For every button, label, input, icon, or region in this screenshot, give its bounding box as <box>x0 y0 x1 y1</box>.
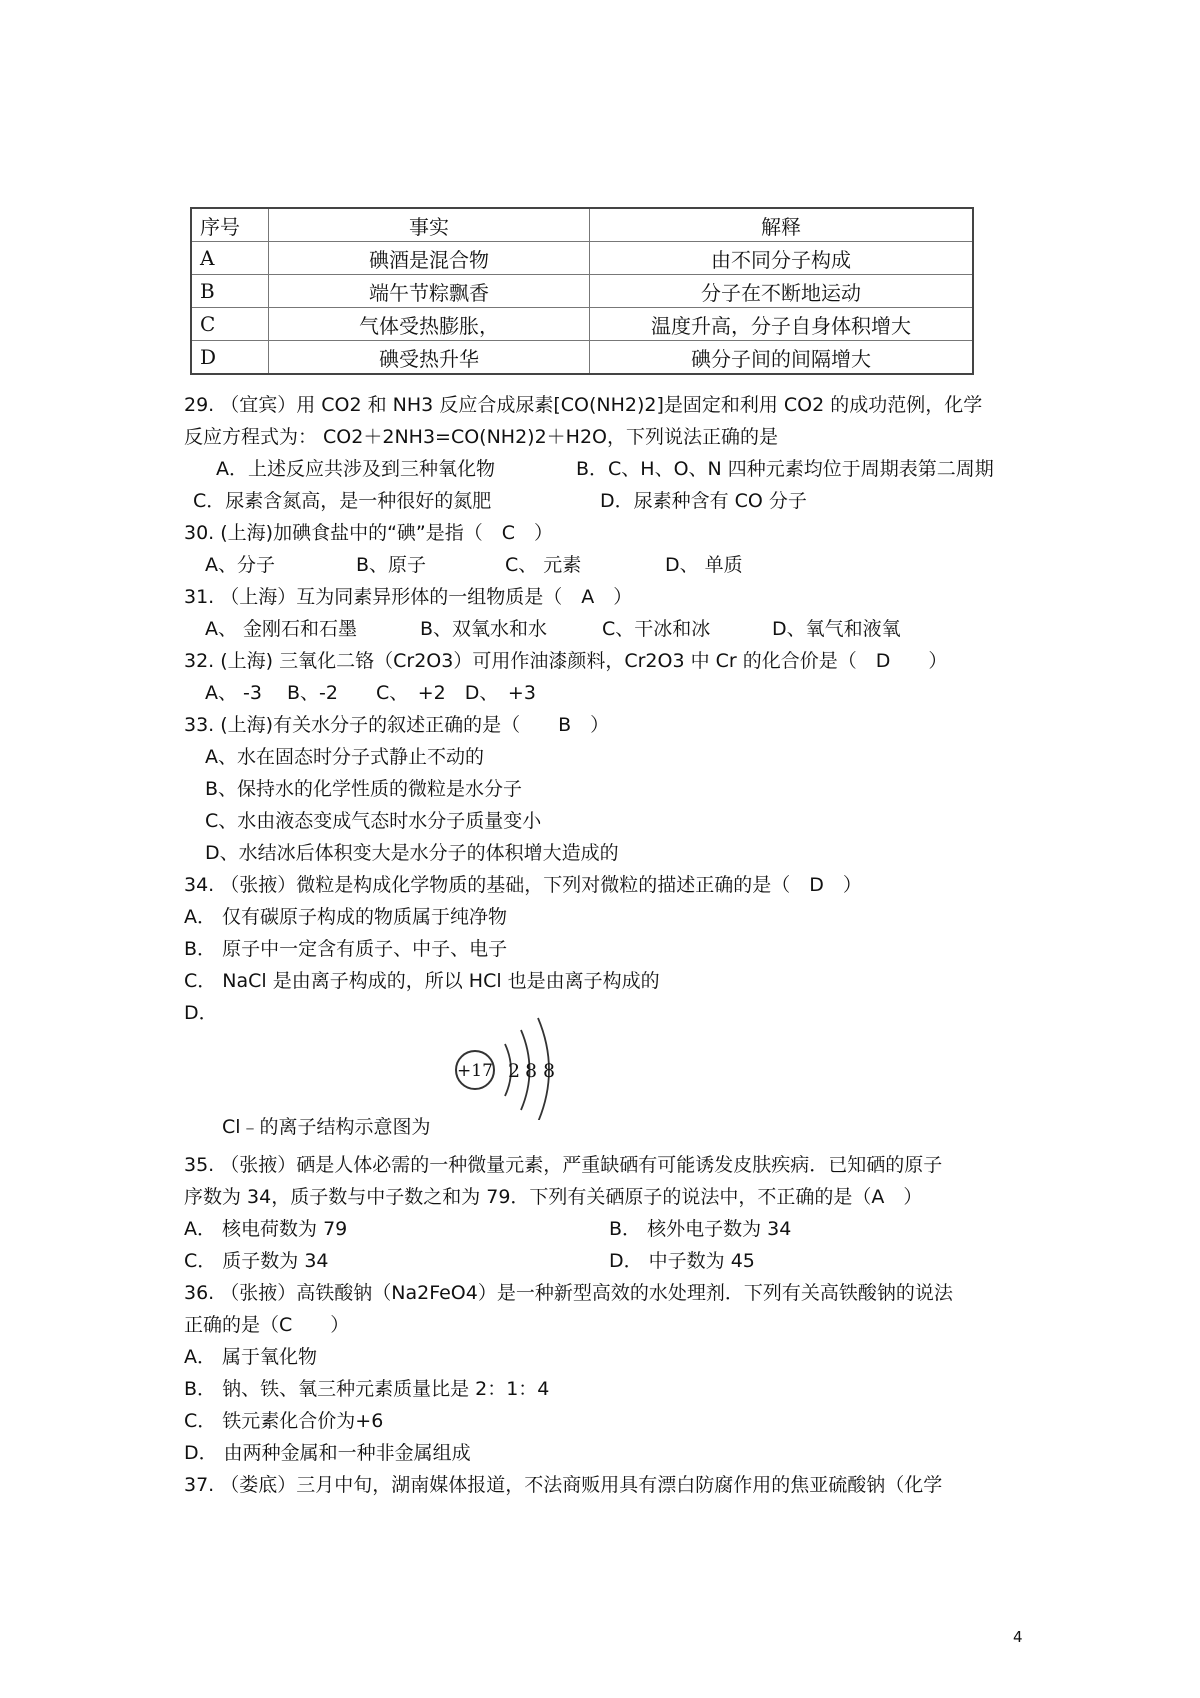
header-cell: 序号 <box>191 208 269 242</box>
chloride-ion-structure-diagram <box>450 1000 570 1120</box>
q29-option-c: C．尿素含氮高，是一种很好的氮肥 <box>193 490 492 512</box>
facts-table-container <box>190 207 974 375</box>
q29-stem-line1: 29. （宜宾）用 CO2 和 NH3 反应合成尿素[CO(NH2)2]是固定和利用 CO2 的成功范例，化学 <box>184 394 983 416</box>
q29-stem-line2: 反应方程式为： CO2＋2NH3=CO(NH2)2＋H2O，下列说法正确的是 <box>184 426 779 448</box>
table-cell: 碘酒是混合物 <box>269 242 590 275</box>
q36-option-d: D． 由两种金属和一种非金属组成 <box>184 1442 471 1464</box>
table-cell: D <box>191 341 269 375</box>
header-cell: 解释 <box>590 208 974 242</box>
table-header-row <box>191 208 973 242</box>
q33-option-b: B、保持水的化学性质的微粒是水分子 <box>205 778 523 800</box>
table-cell: 气体受热膨胀， <box>269 308 590 341</box>
table-row <box>191 308 973 341</box>
q36-option-a: A． 属于氧化物 <box>184 1346 318 1368</box>
q34-diagram-caption: Cl﹣的离子结构示意图为 <box>222 1116 431 1138</box>
q31-option-b: B、双氧水和水 <box>420 618 548 640</box>
shell-3-electrons: 8 <box>542 1060 556 1082</box>
q29-option-d: D．尿素种含有 CO 分子 <box>600 490 807 512</box>
table-row <box>191 242 973 275</box>
q31-option-a: A、 金刚石和石墨 <box>205 618 358 640</box>
q35-stem-line1: 35. （张掖）硒是人体必需的一种微量元素，严重缺硒有可能诱发皮肤疾病．已知硒的原子 <box>184 1154 943 1176</box>
q35-stem-line2: 序数为 34，质子数与中子数之和为 79．下列有关硒原子的说法中，不正确的是（A ） <box>184 1186 923 1208</box>
table-cell: B <box>191 275 269 308</box>
q30-stem: 30. (上海)加碘食盐中的“碘”是指（ C ） <box>184 522 554 544</box>
q37-stem-line1: 37. （娄底）三月中旬，湖南媒体报道，不法商贩用具有漂白防腐作用的焦亚硫酸钠（化学 <box>184 1474 943 1496</box>
q31-option-c: C、干冰和冰 <box>602 618 711 640</box>
q36-option-b: B． 钠、铁、氧三种元素质量比是 2：1：4 <box>184 1378 550 1400</box>
q34-option-d: D． <box>184 1002 218 1024</box>
table-cell: A <box>191 242 269 275</box>
q30-option-d: D、 单质 <box>665 554 743 576</box>
q36-option-c: C． 铁元素化合价为+6 <box>184 1410 384 1432</box>
table-cell: C <box>191 308 269 341</box>
q33-stem: 33. (上海)有关水分子的叙述正确的是（ B ） <box>184 714 610 736</box>
nucleus-charge: +17 <box>457 1061 493 1081</box>
table-cell: 端午节粽飘香 <box>269 275 590 308</box>
table-cell: 碘分子间的间隔增大 <box>590 341 974 375</box>
q32-options: A、 -3 B、-2 C、 +2 D、 +3 <box>205 682 536 704</box>
q30-option-c: C、 元素 <box>505 554 582 576</box>
table-cell: 由不同分子构成 <box>590 242 974 275</box>
header-cell: 事实 <box>269 208 590 242</box>
q34-option-c: C． NaCl 是由离子构成的，所以 HCl 也是由离子构成的 <box>184 970 660 992</box>
table-row <box>191 341 973 375</box>
q35-option-d: D． 中子数为 45 <box>609 1250 755 1272</box>
table-cell: 分子在不断地运动 <box>590 275 974 308</box>
table-cell: 温度升高，分子自身体积增大 <box>590 308 974 341</box>
q31-option-d: D、氧气和液氧 <box>772 618 901 640</box>
q32-stem: 32. (上海) 三氧化二铬（Cr2O3）可用作油漆颜料，Cr2O3 中 Cr 的化合价是（ D ） <box>184 650 948 672</box>
q34-option-a: A． 仅有碳原子构成的物质属于纯净物 <box>184 906 508 928</box>
q33-option-a: A、水在固态时分子式静止不动的 <box>205 746 484 768</box>
shell-1-electrons: 2 <box>507 1060 521 1082</box>
q34-option-b: B． 原子中一定含有质子、中子、电子 <box>184 938 508 960</box>
q30-option-b: B、原子 <box>356 554 427 576</box>
q36-stem-line1: 36. （张掖）高铁酸钠（Na2FeO4）是一种新型高效的水处理剂．下列有关高铁酸钠的说法 <box>184 1282 953 1304</box>
q31-stem: 31. （上海）互为同素异形体的一组物质是（ A ） <box>184 586 633 608</box>
q30-option-a: A、分子 <box>205 554 275 576</box>
q35-option-b: B． 核外电子数为 34 <box>609 1218 792 1240</box>
table-row <box>191 275 973 308</box>
q33-option-d: D、水结冰后体积变大是水分子的体积增大造成的 <box>205 842 619 864</box>
q35-option-a: A． 核电荷数为 79 <box>184 1218 348 1240</box>
q33-option-c: C、水由液态变成气态时水分子质量变小 <box>205 810 542 832</box>
q35-option-c: C． 质子数为 34 <box>184 1250 329 1272</box>
table-cell: 碘受热升华 <box>269 341 590 375</box>
q29-option-a: A．上述反应共涉及到三种氧化物 <box>216 458 495 480</box>
q29-option-b: B．C、H、O、N 四种元素均位于周期表第二周期 <box>576 458 994 480</box>
q36-stem-line2: 正确的是（C ） <box>184 1314 350 1336</box>
q34-stem: 34. （张掖）微粒是构成化学物质的基础，下列对微粒的描述正确的是（ D ） <box>184 874 862 896</box>
page-number: 4 <box>1013 1628 1023 1646</box>
facts-table <box>190 207 974 375</box>
shell-2-electrons: 8 <box>524 1060 538 1082</box>
